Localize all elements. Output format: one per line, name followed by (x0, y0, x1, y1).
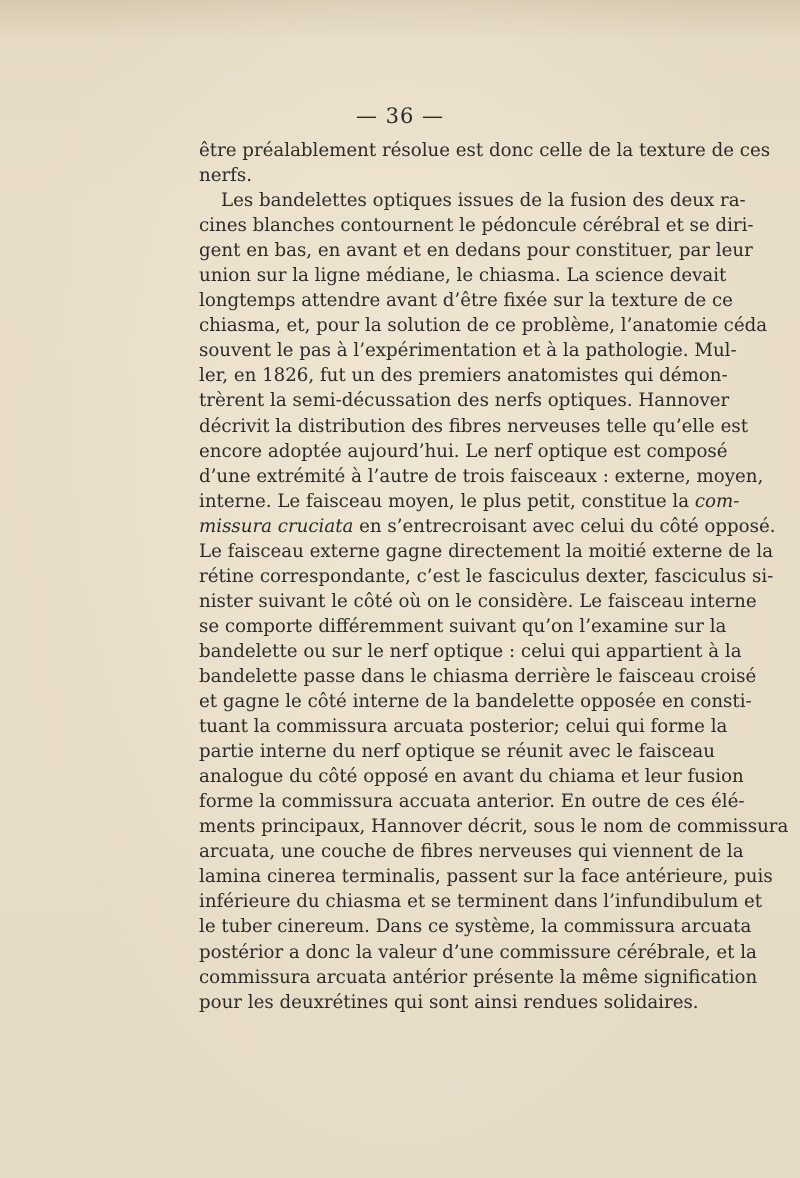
text-line: commissura arcuata antérior présente la même signification (199, 966, 758, 988)
text-line: ments principaux, Hannover décrit, sous le nom de commissura (199, 816, 789, 838)
text-line: Les bandelettes optiques issues de la fusion des deux ra- (221, 190, 746, 212)
text-line: encore adoptée aujourd’hui. Le nerf optique est composé (199, 440, 728, 462)
text-line: trèrent la semi-décussation des nerfs optiques. Hannover (199, 390, 730, 412)
text-line: cines blanches contournent le pédoncule cérébral et se diri- (199, 215, 754, 237)
text-line: analogue du côté opposé en avant du chiama et leur fusion (199, 766, 744, 788)
text-line: interne. Le faisceau moyen, le plus petit, constitue la com- (199, 490, 740, 512)
latin-term: com- (694, 490, 740, 512)
text-line: postérior a donc la valeur d’une commissure cérébrale, et la (199, 941, 757, 963)
text-line: forme la commissura accuata anterior. En outre de ces élé- (199, 791, 745, 813)
text-line: décrivit la distribution des fibres nerveuses telle qu’elle est (199, 415, 748, 437)
text-line: union sur la ligne médiane, le chiasma. La science devait (199, 265, 727, 287)
text-line: le tuber cinereum. Dans ce système, la commissura arcuata (199, 916, 752, 938)
text-line: se comporte différemment suivant qu’on l’examine sur la (199, 615, 727, 637)
text-line: tuant la commissura arcuata posterior; celui qui forme la (199, 716, 728, 738)
text-line: nerfs. (199, 165, 253, 187)
text-line: Le faisceau externe gagne directement la moitié externe de la (199, 540, 774, 562)
text-line: lamina cinerea terminalis, passent sur la face antérieure, puis (199, 866, 773, 888)
page-number: — 36 — (355, 104, 445, 128)
text-line: d’une extrémité à l’autre de trois faisceaux : externe, moyen, (199, 465, 764, 487)
latin-term: missura cruciata (199, 515, 354, 537)
text-line: souvent le pas à l’expérimentation et à la pathologie. Mul- (199, 340, 737, 362)
text-line: arcuata, une couche de fibres nerveuses qui viennent de la (199, 841, 744, 863)
text-line: gent en bas, en avant et en dedans pour constituer, par leur (199, 240, 753, 262)
text-line: pour les deuxrétines qui sont ainsi rendues solidaires. (199, 991, 699, 1013)
text-line: missura cruciata en s’entrecroisant avec celui du côté opposé. (199, 515, 776, 537)
text-line: être préalablement résolue est donc celle de la texture de ces (199, 140, 771, 161)
text-line: nister suivant le côté où on le considère. Le faisceau interne (199, 590, 757, 612)
text-line: chiasma, et, pour la solution de ce problème, l’anatomie céda (199, 315, 768, 337)
text-line: inférieure du chiasma et se terminent dans l’infundibulum et (199, 891, 763, 913)
text-line: et gagne le côté interne de la bandelette opposée en consti- (199, 691, 752, 713)
text-line: bandelette passe dans le chiasma derrière le faisceau croisé (199, 665, 757, 687)
text-line: ler, en 1826, fut un des premiers anatomistes qui démon- (199, 365, 728, 387)
text-line: bandelette ou sur le nerf optique : celui qui appartient à la (199, 640, 742, 662)
body-text (199, 138, 789, 1015)
text-line: partie interne du nerf optique se réunit avec le faisceau (199, 741, 715, 763)
text-line: longtemps attendre avant d’être fixée sur la texture de ce (199, 290, 733, 312)
text-line: rétine correspondante, c’est le fasciculus dexter, fasciculus si- (199, 565, 774, 587)
